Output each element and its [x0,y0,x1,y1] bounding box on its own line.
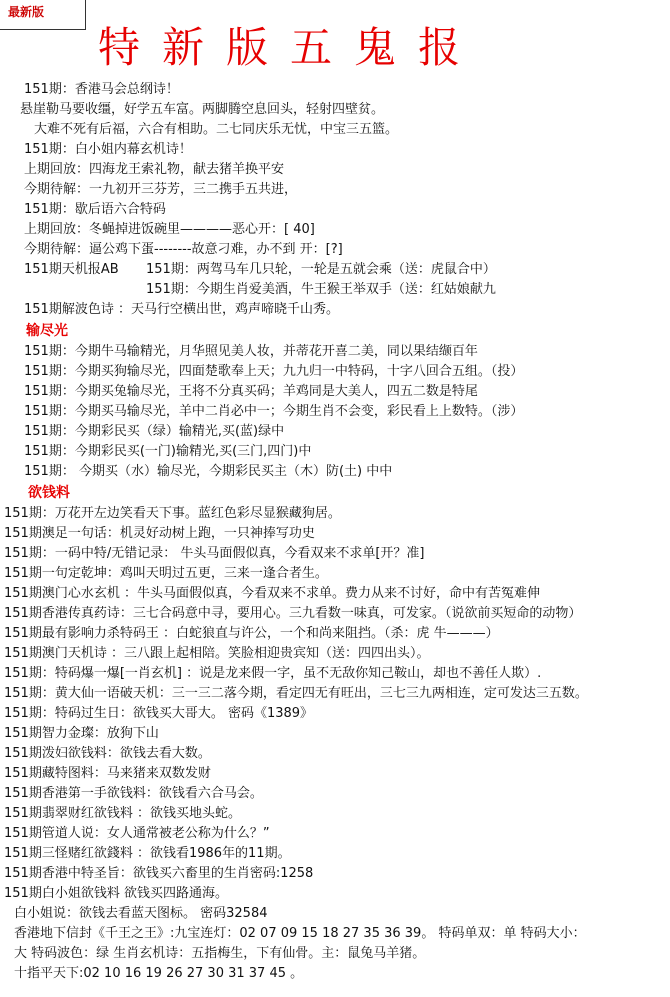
money-line: 151期：一码中特/无错记录： 牛头马面假似真，今看双来不求单[开？准] [4,546,425,561]
top-line-4: 151期：白小姐内幕玄机诗！ [24,142,192,157]
top-line-10 [0,260,670,280]
top-line-8: 上期回放：冬蝇掉进饭碗里————恶心开：[ 40] [24,222,315,237]
hk-envelope-line: 香港地下信封《千王之王》:九宝连灯：02 07 09 15 18 27 35 36 39。 特码单双：单 特码大小： [14,926,586,941]
section-heading-money: 欲钱料 [28,485,70,501]
lose-line: 151期：今期买兔输尽光，王将不分真买码；羊鸡同是大美人，四五二数是特尾 [24,384,478,399]
money-line: 151期香港第一手欲钱料：欲钱看六合马会。 [4,786,263,801]
money-line: 151期管道人说：女人通常被老公称为什么？” [4,826,270,841]
top-line-3: 大难不死有后福，六合有相助。二七同庆乐无忧，中宝三五篮。 [34,122,399,137]
money-line: 151期最有影响力杀特码王 ：白蛇狼直与许公，一个和尚来阻挡。（杀：虎 牛———） [4,626,499,641]
money-line: 151期：特码过生日：欲钱买大哥大。 密码《1389》 [4,706,314,721]
edition-tag-label: 最新版 [8,5,45,19]
money-line: 151期：万花开左边笑看天下事。蓝红色彩尽显猴藏狗居。 [4,506,341,521]
money-line: 151期澳门天机诗 ：三八跟上起相陪。笑脸相迎贵宾知（送：四四出头）。 [4,646,430,661]
money-line: 151期香港中特圣旨：欲钱买六畜里的生肖密码:1258 [4,866,314,881]
money-line: 151期香港传真药诗：三七合码意中寻，要用心。三九看数一味真，可发家。（说欲前买短命的动物） [4,606,582,621]
top-line-1: 151期：香港马会总纲诗！ [24,82,179,97]
top-line-12: 151期解波色诗 ：天马行空横出世，鸡声啼晓千山秀。 [24,302,339,317]
bai-line: 白小姐说：欲钱去看蓝天图标。 密码32584 [14,906,268,921]
money-line: 151期三怪赌红欲錢料 ：欲钱看1986年的11期。 [4,846,291,861]
tianji-label: 151期天机报AB [24,262,119,277]
money-line: 151期藏特图料：马来猪来双数发财 [4,766,211,781]
top-line-9: 今期待解：逼公鸡下蛋--------故意刁难，办不到 开：[?] [24,242,343,257]
lose-line: 151期：今期牛马输精光，月华照见美人妆，并蒂花开喜二美，同以果结缬百年 [24,344,478,359]
money-line: 151期智力金璨：放狗下山 [4,726,159,741]
top-line-6: 今期待解：一九初开三芬芳，三二携手五共进， [24,182,298,197]
page-title: 特新版五鬼报 [98,23,483,72]
special-code-line: 大 特码波色：绿 生肖玄机诗：五指梅生，下有仙骨。主：鼠兔马羊猪。 [14,946,426,961]
top-line-5: 上期回放：四海龙王索礼物，献去猪羊换平安 [24,162,285,177]
money-line: 151期泼妇欲钱料：欲钱去看大数。 [4,746,211,761]
lose-line: 151期：今期买马输尽光，羊中二肖必中一；今期生肖不会变，彩民看上上数特。（涉） [24,404,524,419]
tianji-line-1: 151期：两驾马车几只轮，一轮是五就会乘（送：虎鼠合中） [146,262,496,277]
top-line-2: 悬崖勒马要收缰，好学五车富。两脚腾空息回头，轻射四壁贫。 [20,102,385,117]
lose-line: 151期：今期彩民买（绿）输精光,买(蓝)绿中 [24,424,285,439]
money-long-line: 151期：黄大仙一语破天机：三一三二落今期，看定四无有旺出，三七三九两相连，定可发达三五数。 [4,686,588,701]
section-heading-lose: 输尽光 [26,323,68,339]
lose-line: 151期： 今期买（水）输尽光，今期彩民买主（木）防(土) 中中 [24,464,393,479]
content [0,80,670,984]
lose-line: 151期：今期买狗输尽光，四面楚歌奉上天；九九归一中特码，十字八回合五组。（投） [24,364,524,379]
money-line: 151期翡翠财红欲钱料 ：欲钱买地头蛇。 [4,806,241,821]
top-line-7: 151期：歇后语六合特码 [24,202,166,217]
tianji-line-2: 151期：今期生肖爱美酒，牛王猴王举双手（送：红姑娘献九 [146,282,496,297]
edition-tag [0,0,86,30]
lose-line: 151期：今期彩民买(一门)输精光,买(三门,四门)中 [24,444,312,459]
money-line: 151期白小姐欲钱料 欲钱买四路通海。 [4,886,228,901]
money-line: 151期一句定乾坤：鸡叫天明过五更，三来一逢合者生。 [4,566,328,581]
money-line: 151期澳门心水玄机 ：牛头马面假似真，今看双来不求单。费力从来不讨好，命中有苦冤难伸 [4,586,540,601]
money-line: 151期：特码爆一爆[一肖玄机] ：说是龙来假一字，虽不无敌你知己鞍山，却也不善任人欺）. [4,666,542,681]
money-line: 151期澳足一句话：机灵好动树上跑，一只神捧写功史 [4,526,315,541]
ten-fingers-line: 十指平天下:02 10 16 19 26 27 30 31 37 45 。 [14,966,304,981]
